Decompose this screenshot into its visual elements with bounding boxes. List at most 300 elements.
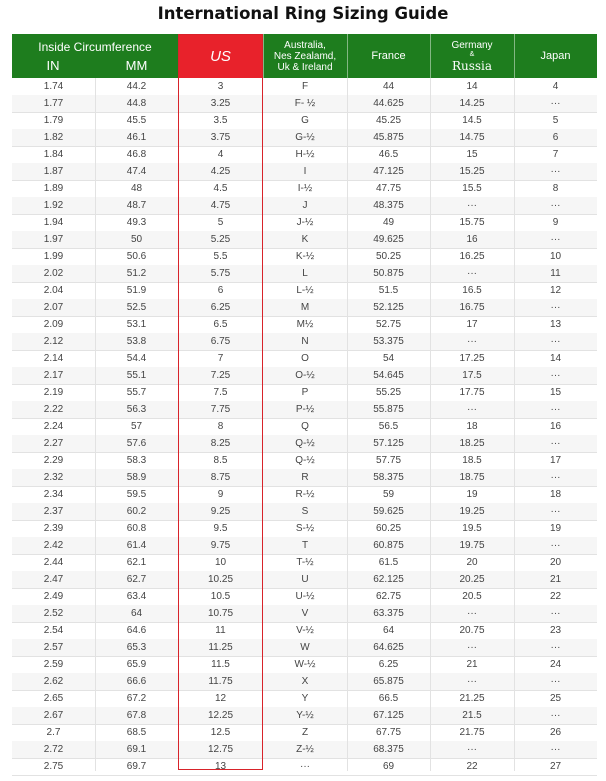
cell-japan: 11 bbox=[550, 268, 561, 279]
au-header-line-3: Uk & Ireland bbox=[277, 61, 333, 73]
cell-japan: ··· bbox=[550, 370, 561, 381]
cell-mm: 64.6 bbox=[126, 625, 147, 636]
cell-us: 9.5 bbox=[213, 523, 228, 534]
table-row bbox=[12, 350, 597, 368]
cell-in: 2.32 bbox=[43, 472, 64, 483]
table-row bbox=[12, 78, 597, 96]
cell-japan: ··· bbox=[550, 472, 561, 483]
cell-in: 1.74 bbox=[43, 81, 64, 92]
cell-germany: ··· bbox=[467, 268, 477, 279]
cell-us: 4 bbox=[217, 149, 224, 160]
cell-france: 55.875 bbox=[373, 404, 404, 415]
cell-in: 1.84 bbox=[43, 149, 64, 160]
cell-mm: 46.1 bbox=[126, 132, 147, 143]
cell-mm: 63.4 bbox=[126, 591, 147, 602]
cell-mm: 52.5 bbox=[126, 302, 147, 313]
cell-germany: ··· bbox=[467, 608, 477, 619]
cell-germany: 19 bbox=[466, 489, 478, 500]
table-row bbox=[12, 367, 597, 385]
cell-france: 51.5 bbox=[378, 285, 399, 296]
table-row bbox=[12, 180, 597, 198]
cell-in: 2.44 bbox=[43, 557, 64, 568]
cell-in: 2.17 bbox=[43, 370, 64, 381]
cell-germany: 14.5 bbox=[462, 115, 482, 126]
table-row bbox=[12, 418, 597, 436]
table-row bbox=[12, 452, 597, 470]
cell-mm: 64 bbox=[130, 608, 143, 619]
cell-in: 1.94 bbox=[43, 217, 64, 228]
cell-au: U bbox=[301, 574, 309, 585]
cell-japan: 19 bbox=[549, 523, 562, 534]
cell-germany: 19.5 bbox=[462, 523, 482, 534]
cell-mm: 67.2 bbox=[126, 693, 147, 704]
table-row bbox=[12, 282, 597, 300]
cell-in: 2.27 bbox=[43, 438, 64, 449]
cell-japan: ··· bbox=[550, 608, 561, 619]
cell-us: 10 bbox=[214, 557, 227, 568]
cell-us: 6 bbox=[217, 285, 224, 296]
cell-japan: 18 bbox=[549, 489, 562, 500]
cell-germany: ··· bbox=[467, 642, 477, 653]
table-row bbox=[12, 503, 597, 521]
cell-au: I bbox=[303, 166, 307, 177]
cell-germany: 17.25 bbox=[459, 353, 485, 364]
cell-mm: 50.6 bbox=[126, 251, 147, 262]
cell-in: 2.59 bbox=[43, 659, 64, 670]
cell-us: 5.25 bbox=[210, 234, 231, 245]
cell-germany: ··· bbox=[467, 744, 477, 755]
cell-au: G bbox=[301, 115, 309, 126]
cell-japan: ··· bbox=[550, 506, 561, 517]
cell-us: 8.5 bbox=[213, 455, 228, 466]
table-row bbox=[12, 248, 597, 266]
cell-japan: ··· bbox=[550, 438, 561, 449]
table-row bbox=[12, 486, 597, 504]
cell-mm: 51.2 bbox=[126, 268, 147, 279]
cell-japan: 17 bbox=[549, 455, 562, 466]
cell-japan: 26 bbox=[549, 727, 562, 738]
table-row bbox=[12, 554, 597, 572]
cell-mm: 45.5 bbox=[126, 115, 147, 126]
cell-au: W-½ bbox=[294, 659, 316, 670]
header-divider bbox=[263, 34, 264, 78]
cell-japan: 21 bbox=[549, 574, 562, 585]
cell-mm: 58.3 bbox=[126, 455, 147, 466]
cell-france: 49.625 bbox=[373, 234, 404, 245]
cell-us: 9 bbox=[217, 489, 224, 500]
cell-in: 2.24 bbox=[43, 421, 64, 432]
table-row bbox=[12, 316, 597, 334]
cell-japan: 25 bbox=[549, 693, 562, 704]
cell-us: 3.5 bbox=[213, 115, 228, 126]
table-row bbox=[12, 758, 597, 776]
cell-france: 59.625 bbox=[373, 506, 404, 517]
cell-us: 12.75 bbox=[207, 744, 234, 755]
cell-au: L-½ bbox=[296, 285, 314, 296]
cell-france: 56.5 bbox=[378, 421, 399, 432]
cell-japan: ··· bbox=[550, 166, 561, 177]
cell-mm: 46.8 bbox=[126, 149, 147, 160]
cell-us: 13 bbox=[214, 761, 227, 772]
cell-germany: 16 bbox=[466, 234, 478, 245]
cell-in: 2.09 bbox=[43, 319, 64, 330]
table-row bbox=[12, 622, 597, 640]
cell-us: 5 bbox=[217, 217, 224, 228]
table-row bbox=[12, 520, 597, 538]
cell-germany: 14 bbox=[466, 81, 478, 92]
cell-us: 4.75 bbox=[210, 200, 231, 211]
cell-au: V-½ bbox=[296, 625, 314, 636]
in-column-header: IN bbox=[46, 58, 60, 73]
table-row bbox=[12, 707, 597, 725]
cell-france: 47.75 bbox=[375, 183, 402, 194]
cell-in: 2.57 bbox=[43, 642, 64, 653]
cell-mm: 53.1 bbox=[126, 319, 147, 330]
table-row bbox=[12, 146, 597, 164]
cell-in: 1.77 bbox=[43, 98, 64, 109]
russia-header-label: Russia bbox=[451, 58, 493, 73]
cell-mm: 55.1 bbox=[126, 370, 147, 381]
cell-germany: 16.75 bbox=[459, 302, 485, 313]
cell-france: 57.125 bbox=[373, 438, 404, 449]
cell-mm: 60.8 bbox=[126, 523, 147, 534]
cell-mm: 48.7 bbox=[126, 200, 147, 211]
cell-au: P bbox=[301, 387, 309, 398]
germany-header-label: Germany bbox=[451, 39, 493, 51]
table-row bbox=[12, 299, 597, 317]
cell-us: 3.25 bbox=[210, 98, 231, 109]
germany-amp: & bbox=[469, 50, 475, 58]
page-title: International Ring Sizing Guide bbox=[157, 4, 449, 23]
cell-germany: 14.25 bbox=[459, 98, 485, 109]
cell-us: 11 bbox=[215, 625, 226, 636]
cell-mm: 55.7 bbox=[126, 387, 147, 398]
cell-germany: 18.5 bbox=[462, 455, 482, 466]
cell-au: O-½ bbox=[295, 370, 315, 381]
cell-us: 4.25 bbox=[210, 166, 231, 177]
cell-us: 11.25 bbox=[208, 642, 233, 653]
cell-au: J-½ bbox=[296, 217, 314, 228]
cell-au: F bbox=[301, 81, 309, 92]
cell-mm: 49.3 bbox=[126, 217, 147, 228]
cell-japan: 16 bbox=[549, 421, 562, 432]
cell-germany: 22 bbox=[466, 761, 478, 772]
cell-us: 5.5 bbox=[213, 251, 228, 262]
cell-france: 68.375 bbox=[373, 744, 404, 755]
cell-au: W bbox=[300, 642, 310, 653]
header-divider bbox=[514, 34, 515, 78]
column-divider bbox=[347, 78, 348, 771]
cell-au: T-½ bbox=[296, 557, 314, 568]
table-row bbox=[12, 673, 597, 691]
table-row bbox=[12, 384, 597, 402]
cell-au: J bbox=[302, 200, 308, 211]
cell-germany: 15.75 bbox=[459, 217, 485, 228]
cell-au: N bbox=[301, 336, 309, 347]
cell-japan: ··· bbox=[550, 336, 561, 347]
cell-au: T bbox=[301, 540, 309, 551]
cell-in: 2.14 bbox=[43, 353, 64, 364]
cell-mm: 47.4 bbox=[126, 166, 147, 177]
cell-japan: 10 bbox=[549, 251, 562, 262]
cell-france: 58.375 bbox=[373, 472, 404, 483]
table-row bbox=[12, 214, 597, 232]
japan-column-header: Japan bbox=[540, 49, 571, 62]
cell-germany: 16.25 bbox=[459, 251, 485, 262]
cell-au: S-½ bbox=[295, 523, 315, 534]
cell-france: 64 bbox=[382, 625, 395, 636]
cell-france: 66.5 bbox=[378, 693, 399, 704]
cell-france: 44 bbox=[382, 81, 395, 92]
cell-germany: ··· bbox=[467, 404, 477, 415]
cell-germany: 20.5 bbox=[462, 591, 482, 602]
table-row bbox=[12, 741, 597, 759]
cell-mm: 54.4 bbox=[126, 353, 147, 364]
cell-germany: 21 bbox=[466, 659, 478, 670]
cell-france: 60.875 bbox=[373, 540, 404, 551]
cell-germany: 21.75 bbox=[459, 727, 485, 738]
cell-in: 1.87 bbox=[43, 166, 64, 177]
cell-au: K-½ bbox=[295, 251, 315, 262]
cell-japan: ··· bbox=[550, 200, 561, 211]
cell-france: 67.125 bbox=[373, 710, 404, 721]
cell-germany: 21.5 bbox=[462, 710, 482, 721]
cell-france: 50.875 bbox=[373, 268, 404, 279]
cell-us: 9.75 bbox=[210, 540, 231, 551]
cell-in: 2.07 bbox=[43, 302, 64, 313]
cell-in: 1.79 bbox=[43, 115, 64, 126]
cell-germany: 20 bbox=[466, 557, 478, 568]
cell-mm: 65.9 bbox=[126, 659, 147, 670]
cell-au: M bbox=[300, 302, 310, 313]
cell-france: 45.875 bbox=[373, 132, 404, 143]
table-row bbox=[12, 95, 597, 113]
cell-japan: ··· bbox=[550, 302, 561, 313]
cell-france: 49 bbox=[382, 217, 395, 228]
cell-japan: 6 bbox=[552, 132, 559, 143]
cell-us: 6.25 bbox=[210, 302, 231, 313]
table-row bbox=[12, 639, 597, 657]
cell-japan: ··· bbox=[550, 404, 561, 415]
cell-us: 11.5 bbox=[211, 659, 230, 670]
cell-germany: 18.25 bbox=[459, 438, 485, 449]
table-row bbox=[12, 588, 597, 606]
cell-us: 7 bbox=[217, 353, 224, 364]
cell-au: G-½ bbox=[295, 132, 315, 143]
cell-us: 7.25 bbox=[210, 370, 231, 381]
cell-us: 12.25 bbox=[207, 710, 234, 721]
cell-in: 2.04 bbox=[43, 285, 64, 296]
table-row bbox=[12, 112, 597, 130]
cell-mm: 57.6 bbox=[126, 438, 147, 449]
cell-japan: 23 bbox=[549, 625, 562, 636]
cell-france: 55.25 bbox=[375, 387, 402, 398]
cell-us: 3.75 bbox=[210, 132, 231, 143]
table-row bbox=[12, 724, 597, 742]
cell-mm: 56.3 bbox=[126, 404, 147, 415]
cell-us: 8.75 bbox=[210, 472, 231, 483]
cell-germany: 15 bbox=[466, 149, 478, 160]
cell-germany: 18 bbox=[466, 421, 478, 432]
cell-japan: 14 bbox=[549, 353, 562, 364]
cell-mm: 53.8 bbox=[126, 336, 147, 347]
table-row bbox=[12, 231, 597, 249]
cell-au: Y-½ bbox=[296, 710, 314, 721]
cell-in: 1.92 bbox=[43, 200, 64, 211]
cell-au: Y bbox=[301, 693, 309, 704]
cell-in: 2.02 bbox=[43, 268, 64, 279]
cell-germany: 17.5 bbox=[462, 370, 482, 381]
inside-circumference-header: Inside Circumference bbox=[38, 40, 152, 54]
cell-mm: 50 bbox=[130, 234, 143, 245]
cell-in: 1.99 bbox=[43, 251, 64, 262]
germany-column-header bbox=[430, 34, 514, 78]
cell-france: 64.625 bbox=[373, 642, 404, 653]
header-divider bbox=[430, 34, 431, 78]
cell-in: 2.37 bbox=[43, 506, 64, 517]
cell-france: 52.125 bbox=[373, 302, 404, 313]
cell-us: 5.75 bbox=[210, 268, 231, 279]
table-row bbox=[12, 537, 597, 555]
cell-japan: ··· bbox=[550, 234, 561, 245]
us-column-header: US bbox=[178, 34, 263, 78]
cell-france: 54 bbox=[382, 353, 395, 364]
cell-japan: ··· bbox=[550, 744, 561, 755]
cell-us: 6.75 bbox=[210, 336, 231, 347]
table-row bbox=[12, 197, 597, 215]
cell-japan: 27 bbox=[549, 761, 562, 772]
mm-column-header: MM bbox=[125, 58, 148, 73]
cell-in: 2.42 bbox=[43, 540, 64, 551]
au-header-line-1: Australia, bbox=[284, 39, 326, 51]
cell-france: 52.75 bbox=[375, 319, 402, 330]
cell-japan: 13 bbox=[549, 319, 562, 330]
table-row bbox=[12, 469, 597, 487]
cell-us: 12.5 bbox=[210, 727, 231, 738]
cell-au: K bbox=[301, 234, 309, 245]
column-divider bbox=[514, 78, 515, 771]
cell-japan: 7 bbox=[552, 149, 559, 160]
cell-us: 12 bbox=[214, 693, 227, 704]
cell-germany: 17.75 bbox=[459, 387, 485, 398]
cell-japan: 8 bbox=[552, 183, 559, 194]
cell-germany: 19.75 bbox=[459, 540, 485, 551]
table-row bbox=[12, 333, 597, 351]
cell-au: Z-½ bbox=[296, 744, 314, 755]
cell-france: 62.125 bbox=[373, 574, 404, 585]
cell-us: 8.25 bbox=[210, 438, 231, 449]
cell-germany: 17 bbox=[466, 319, 478, 330]
table-row bbox=[12, 690, 597, 708]
cell-france: 62.75 bbox=[375, 591, 402, 602]
cell-mm: 59.5 bbox=[126, 489, 147, 500]
cell-in: 2.65 bbox=[43, 693, 64, 704]
cell-mm: 69.1 bbox=[126, 744, 147, 755]
cell-in: 2.12 bbox=[43, 336, 64, 347]
cell-in: 2.7 bbox=[46, 727, 61, 738]
cell-in: 2.52 bbox=[43, 608, 64, 619]
cell-au: I-½ bbox=[297, 183, 313, 194]
cell-us: 10.25 bbox=[207, 574, 234, 585]
cell-germany: 15.25 bbox=[459, 166, 485, 177]
cell-germany: 18.75 bbox=[459, 472, 485, 483]
cell-japan: 9 bbox=[552, 217, 559, 228]
cell-france: 63.375 bbox=[373, 608, 404, 619]
cell-us: 3 bbox=[217, 81, 224, 92]
cell-au: X bbox=[301, 676, 309, 687]
cell-au: F- ½ bbox=[294, 98, 316, 109]
cell-in: 2.22 bbox=[43, 404, 64, 415]
cell-us: 9.25 bbox=[210, 506, 231, 517]
cell-mm: 62.7 bbox=[126, 574, 147, 585]
cell-us: 10.75 bbox=[207, 608, 234, 619]
cell-au: H-½ bbox=[295, 149, 315, 160]
table-row bbox=[12, 401, 597, 419]
cell-germany: ··· bbox=[467, 676, 477, 687]
cell-france: 61.5 bbox=[378, 557, 399, 568]
cell-mm: 48 bbox=[130, 183, 143, 194]
cell-au: S bbox=[301, 506, 309, 517]
cell-japan: 20 bbox=[549, 557, 562, 568]
cell-mm: 66.6 bbox=[126, 676, 147, 687]
cell-in: 2.62 bbox=[43, 676, 64, 687]
au-column-header bbox=[263, 34, 347, 78]
cell-in: 2.54 bbox=[43, 625, 64, 636]
cell-japan: 5 bbox=[552, 115, 559, 126]
header-divider bbox=[347, 34, 348, 78]
cell-in: 2.49 bbox=[43, 591, 64, 602]
cell-mm: 57 bbox=[130, 421, 143, 432]
table-row bbox=[12, 265, 597, 283]
cell-in: 2.47 bbox=[43, 574, 64, 585]
cell-us: 4.5 bbox=[213, 183, 228, 194]
cell-au: Q bbox=[301, 421, 309, 432]
cell-mm: 61.4 bbox=[126, 540, 147, 551]
au-header-line-2: Nes Zealamd, bbox=[273, 50, 337, 62]
cell-france: 54.645 bbox=[373, 370, 404, 381]
cell-germany: 21.25 bbox=[459, 693, 485, 704]
cell-japan: 15 bbox=[549, 387, 562, 398]
cell-us: 7.5 bbox=[213, 387, 228, 398]
cell-au: Z bbox=[301, 727, 309, 738]
cell-in: 2.19 bbox=[43, 387, 64, 398]
cell-japan: 12 bbox=[549, 285, 562, 296]
table-header bbox=[12, 34, 597, 78]
cell-in: 2.34 bbox=[43, 489, 64, 500]
table-row bbox=[12, 571, 597, 589]
cell-mm: 44.2 bbox=[126, 81, 147, 92]
cell-france: 45.25 bbox=[375, 115, 402, 126]
cell-in: 1.97 bbox=[43, 234, 64, 245]
cell-in: 2.29 bbox=[43, 455, 64, 466]
cell-mm: 65.3 bbox=[126, 642, 147, 653]
cell-us: 6.5 bbox=[213, 319, 228, 330]
table-row bbox=[12, 163, 597, 181]
cell-germany: 16.5 bbox=[462, 285, 482, 296]
cell-japan: 22 bbox=[549, 591, 562, 602]
cell-germany: ··· bbox=[467, 200, 477, 211]
column-divider bbox=[430, 78, 431, 771]
cell-au: U-½ bbox=[295, 591, 315, 602]
cell-france: 6.25 bbox=[378, 659, 399, 670]
cell-mm: 68.5 bbox=[126, 727, 147, 738]
cell-japan: ··· bbox=[550, 710, 561, 721]
table-row bbox=[12, 605, 597, 623]
cell-france: 48.375 bbox=[373, 200, 404, 211]
cell-in: 2.39 bbox=[43, 523, 64, 534]
cell-france: 69 bbox=[382, 761, 395, 772]
cell-germany: ··· bbox=[467, 336, 477, 347]
